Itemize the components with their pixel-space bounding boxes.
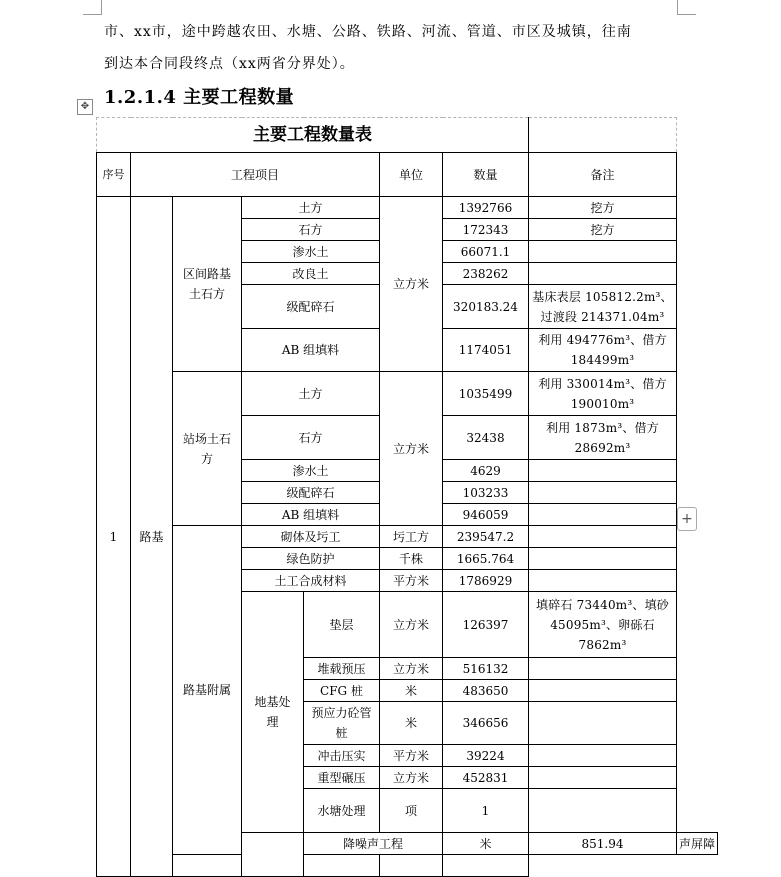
item-name: CFG 桩 (304, 680, 380, 702)
remark-cell: 声屏障 (677, 833, 718, 855)
qty-cell: 238262 (443, 263, 529, 285)
item-name: 绿色防护 (242, 548, 380, 570)
remark-cell: 基床表层 105812.2m³、过渡段 214371.04m³ (529, 285, 677, 329)
remark-cell: 挖方 (529, 219, 677, 241)
qty-cell: 1035499 (443, 372, 529, 416)
paragraph-line: 到达本合同段终点（xx两省分界处）。 (104, 56, 355, 72)
add-row-plus-icon[interactable]: + (677, 507, 697, 531)
header-seq: 序号 (97, 153, 131, 197)
item-name: 土方 (242, 197, 380, 219)
section-station: 站场土石方 (173, 372, 242, 526)
header-remark: 备注 (529, 153, 677, 197)
remark-cell (529, 482, 677, 504)
item-name (173, 855, 304, 877)
unit-cell: 项 (380, 789, 443, 833)
unit-cell: 立方米 (380, 767, 443, 789)
unit-cell: 立方米 (380, 197, 443, 372)
section-ancillary: 路基附属 (173, 526, 242, 855)
item-name: 预应力砼管桩 (304, 702, 380, 745)
remark-cell (529, 241, 677, 263)
unit-cell: 立方米 (380, 592, 443, 658)
remark-cell: 填碎石 73440m³、填砂 45095m³、卵砾石 7862m³ (529, 592, 677, 658)
item-name: 冲击压实 (304, 745, 380, 767)
item-name: 重型碾压 (304, 767, 380, 789)
item-name: 水塘处理 (304, 789, 380, 833)
qty-cell: 1786929 (443, 570, 529, 592)
qty-cell: 346656 (443, 702, 529, 745)
item-name: 石方 (242, 219, 380, 241)
unit-cell (304, 855, 380, 877)
qty-cell: 103233 (443, 482, 529, 504)
section-interval: 区间路基土石方 (173, 197, 242, 372)
header-item: 工程项目 (131, 153, 380, 197)
remark-cell: 挖方 (529, 197, 677, 219)
remark-cell (443, 855, 529, 877)
remark-cell (529, 789, 677, 833)
unit-cell: 平方米 (380, 570, 443, 592)
remark-cell: 利用 1873m³、借方 28692m³ (529, 416, 677, 460)
remark-cell (529, 263, 677, 285)
item-name: 降噪声工程 (304, 833, 443, 855)
seq-cell: 1 (97, 197, 131, 877)
remark-cell (529, 504, 677, 526)
table-title-blank (529, 118, 677, 153)
qty-cell: 1174051 (443, 329, 529, 372)
unit-cell: 米 (380, 680, 443, 702)
unit-cell: 立方米 (380, 372, 443, 526)
qty-cell: 1392766 (443, 197, 529, 219)
qty-cell: 39224 (443, 745, 529, 767)
remark-cell (529, 745, 677, 767)
unit-cell: 立方米 (380, 658, 443, 680)
table-title: 主要工程数量表 (97, 118, 529, 153)
unit-cell: 千株 (380, 548, 443, 570)
qty-cell: 946059 (443, 504, 529, 526)
qty-cell: 4629 (443, 460, 529, 482)
remark-cell (529, 548, 677, 570)
qty-cell (380, 855, 443, 877)
item-name: 垫层 (304, 592, 380, 658)
header-qty: 数量 (443, 153, 529, 197)
item-name: 砌体及圬工 (242, 526, 380, 548)
section-heading: 1.2.1.4 主要工程数量 (104, 87, 295, 108)
section-foundation: 地基处理 (242, 592, 304, 833)
item-name: 堆载预压 (304, 658, 380, 680)
qty-cell: 851.94 (529, 833, 677, 855)
unit-cell: 米 (443, 833, 529, 855)
item-name: AB 组填料 (242, 329, 380, 372)
header-unit: 单位 (380, 153, 443, 197)
qty-cell: 32438 (443, 416, 529, 460)
qty-cell: 1665.764 (443, 548, 529, 570)
item-name: 渗水土 (242, 460, 380, 482)
item-name: 土工合成材料 (242, 570, 380, 592)
remark-cell (529, 767, 677, 789)
unit-cell: 圬工方 (380, 526, 443, 548)
item-name: 土方 (242, 372, 380, 416)
page-corner-mark-left (83, 0, 102, 15)
qty-cell: 126397 (443, 592, 529, 658)
unit-cell: 米 (380, 702, 443, 745)
unit-cell: 平方米 (380, 745, 443, 767)
item-name: 级配碎石 (242, 285, 380, 329)
remark-cell (529, 526, 677, 548)
qty-cell: 239547.2 (443, 526, 529, 548)
page-corner-mark-right (677, 0, 696, 15)
remark-cell: 利用 494776m³、借方 184499m³ (529, 329, 677, 372)
remark-cell: 利用 330014m³、借方 190010m³ (529, 372, 677, 416)
qty-cell: 483650 (443, 680, 529, 702)
item-name: 渗水土 (242, 241, 380, 263)
remark-cell (529, 680, 677, 702)
qty-cell: 516132 (443, 658, 529, 680)
group-cell: 路基 (131, 197, 173, 877)
quantities-table (96, 117, 718, 877)
remark-cell (529, 460, 677, 482)
paragraph-line: 市、xx市，途中跨越农田、水塘、公路、铁路、河流、管道、市区及城镇，往南 (104, 24, 632, 40)
remark-cell (529, 570, 677, 592)
qty-cell: 172343 (443, 219, 529, 241)
remark-cell (529, 702, 677, 745)
item-name: 级配碎石 (242, 482, 380, 504)
qty-cell: 320183.24 (443, 285, 529, 329)
table-move-handle-icon[interactable]: ✥ (77, 99, 93, 115)
remark-cell (529, 658, 677, 680)
qty-cell: 1 (443, 789, 529, 833)
item-name: AB 组填料 (242, 504, 380, 526)
qty-cell: 452831 (443, 767, 529, 789)
qty-cell: 66071.1 (443, 241, 529, 263)
item-name: 改良土 (242, 263, 380, 285)
item-name: 石方 (242, 416, 380, 460)
